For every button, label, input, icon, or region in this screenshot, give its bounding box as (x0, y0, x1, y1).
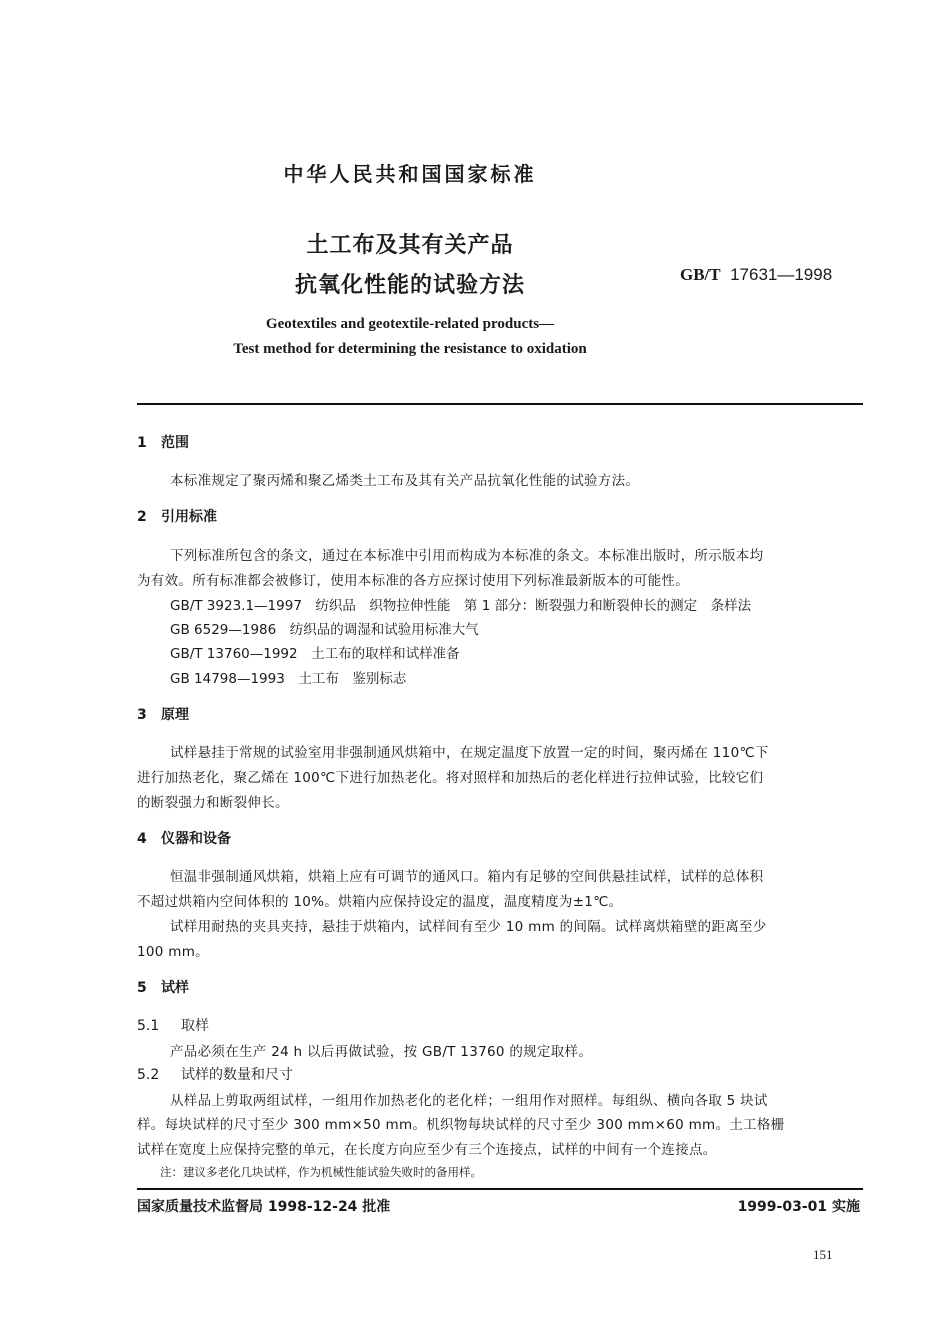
subsection-number: 5.2 (137, 1067, 160, 1083)
reference-item: GB 14798—1993 土工布 鉴别标志 (170, 671, 407, 687)
english-title-line2: Test method for determining the resistance to oxidation (233, 341, 587, 357)
standard-code: 17631—1998 (730, 265, 833, 284)
section-title: 原理 (161, 707, 189, 723)
approval-line: 国家质量技术监督局 1998-12-24 批准 (137, 1199, 391, 1215)
reference-item: GB/T 3923.1—1997 纺织品 织物拉伸性能 第 1 部分：断裂强力和断裂伸长的测定 条样法 (170, 598, 752, 614)
implementation-date: 1999-03-01 实施 (737, 1199, 860, 1215)
footer-divider (137, 1188, 863, 1190)
standard-number (680, 265, 832, 285)
section-4-p1-line1: 恒温非强制通风烘箱，烘箱上应有可调节的通风口。箱内有足够的空间供悬挂试样，试样的总体积 (170, 869, 764, 885)
section-title: 引用标准 (161, 509, 217, 525)
section-2-text-line1: 下列标准所包含的条文，通过在本标准中引用而构成为本标准的条文。本标准出版时，所示版本均 (170, 548, 764, 564)
section-2-text-line2: 为有效。所有标准都会被修订，使用本标准的各方应探讨使用下列标准最新版本的可能性。 (137, 573, 689, 589)
section-1-text: 本标准规定了聚丙烯和聚乙烯类土工布及其有关产品抗氧化性能的试验方法。 (170, 473, 640, 489)
note-text: 注：建议多老化几块试样，作为机械性能试验失败时的备用样。 (160, 1165, 482, 1179)
document-title-line2: 抗氧化性能的试验方法 (294, 273, 525, 298)
national-standard-heading: 中华人民共和国国家标准 (283, 162, 537, 186)
subsection-5-2-heading (137, 1064, 293, 1084)
document-title-line1: 土工布及其有关产品 (306, 233, 514, 258)
section-3-heading (137, 704, 189, 724)
reference-item: GB 6529—1986 纺织品的调湿和试验用标准大气 (170, 622, 479, 638)
standard-prefix: GB/T (680, 265, 721, 284)
page-number: 151 (813, 1247, 833, 1262)
section-3-line2: 进行加热老化，聚乙烯在 100℃下进行加热老化。将对照样和加热后的老化样进行拉伸试验，比较它们 (137, 770, 764, 786)
subsection-5-1-heading (137, 1015, 209, 1035)
section-4-heading (137, 828, 231, 848)
subsection-5-2-line1: 从样品上剪取两组试样，一组用作加热老化的老化样；一组用作对照样。每组纵、横向各取 5 块试 (170, 1093, 768, 1109)
section-title: 试样 (161, 980, 189, 996)
section-2-heading (137, 506, 217, 526)
subsection-title: 取样 (181, 1018, 209, 1034)
section-number: 3 (137, 707, 147, 723)
section-3-line3: 的断裂强力和断裂伸长。 (137, 795, 289, 811)
section-4-p2-line1: 试样用耐热的夹具夹持，悬挂于烘箱内，试样间有至少 10 mm 的间隔。试样离烘箱壁的距离至少 (170, 919, 767, 935)
english-title-line1: Geotextiles and geotextile-related products— (265, 316, 555, 332)
subsection-title: 试样的数量和尺寸 (181, 1067, 293, 1083)
section-number: 1 (137, 435, 147, 451)
section-title: 仪器和设备 (161, 831, 231, 847)
section-1-heading (137, 432, 189, 452)
section-4-p1-line2: 不超过烘箱内空间体积的 10%。烘箱内应保持设定的温度，温度精度为±1℃。 (137, 894, 623, 910)
subsection-5-1-text: 产品必须在生产 24 h 以后再做试验，按 GB/T 13760 的规定取样。 (170, 1044, 593, 1060)
section-number: 5 (137, 980, 147, 996)
section-title: 范围 (161, 435, 189, 451)
header-divider (137, 403, 863, 405)
section-5-heading (137, 977, 189, 997)
section-3-line1: 试样悬挂于常规的试验室用非强制通风烘箱中，在规定温度下放置一定的时间，聚丙烯在 110℃下 (170, 745, 769, 761)
section-number: 4 (137, 831, 147, 847)
section-4-p2-line2: 100 mm。 (137, 944, 209, 960)
section-number: 2 (137, 509, 147, 525)
subsection-5-2-line2: 样。每块试样的尺寸至少 300 mm×50 mm。机织物每块试样的尺寸至少 300 mm×60 mm。土工格栅 (137, 1117, 785, 1133)
subsection-5-2-line3: 试样在宽度上应保持完整的单元，在长度方向应至少有三个连接点，试样的中间有一个连接点。 (137, 1142, 717, 1158)
subsection-number: 5.1 (137, 1018, 160, 1034)
reference-item: GB/T 13760—1992 土工布的取样和试样准备 (170, 646, 460, 662)
